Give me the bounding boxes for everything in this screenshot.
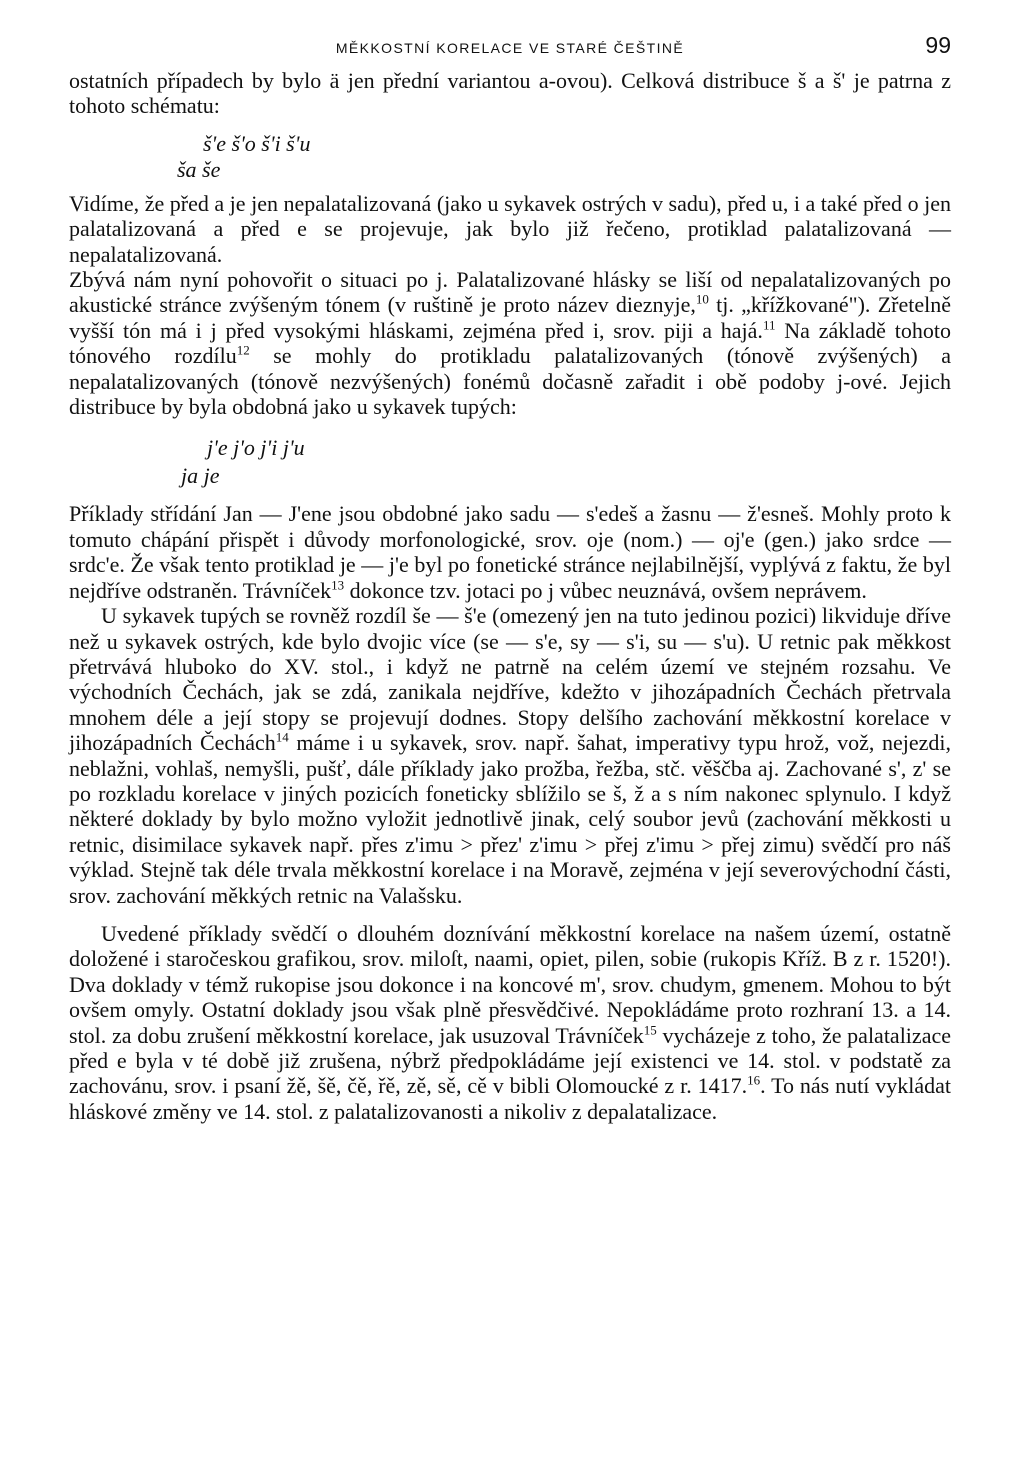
paragraph-3 — [69, 267, 951, 419]
scheme-row-nonpalatalized: ja je — [181, 463, 220, 489]
paragraph-3-text-b: tj. „křížkované"). Zřetelně vyšší tón má i j před vysokými hláskami, zejména před i, srov. piji a hajá. — [69, 292, 951, 343]
footnote-ref-11: 11 — [762, 317, 776, 333]
page-number: 99 — [925, 32, 951, 58]
page-header — [69, 28, 951, 68]
scheme-row-palatalized: š'e š'o š'i š'u — [203, 130, 311, 156]
paragraph-5-text-b: máme i u sykavek, srov. např. šahat, imperativy typu hrož, vož, nejezdi, neblažni, vohlaš, nemyšli, pušť, dále příklady jako prožba, řežba, stč. věščba aj. Zachované s', z' se po rozkladu korelace v jiných pozicích foneticky sblížilo se š, ž a s ním nakonec splynulo. I když některé doklady by bylo možno vyložit jednotlivě jinak, celý soubor jevů (zachování měkkosti u retnic, disimilace sykavek např. přes z'imu > přez' z'imu > přej z'imu > přej zimu) svědčí pro náš výklad. Stejně tak déle trvala měkkostní korelace i na Moravě, zejména v její severovýchodní části, srov. zachování měkkých retnic na Valašsku. — [69, 730, 951, 908]
scheme-row-nonpalatalized: ša še — [177, 156, 221, 182]
footnote-ref-15: 15 — [643, 1022, 657, 1038]
paragraph-2-text: Vidíme, že před a je jen nepalatalizovaná (jako u sykavek ostrých v sadu), před u, i a také před o jen palatalizovaná a před e se projevuje, jak bylo již řečeno, protiklad palatalizovaná — nepalatalizovaná. — [69, 190, 951, 267]
footnote-ref-16: 16 — [747, 1073, 761, 1089]
paragraph-2 — [69, 191, 951, 267]
paragraph-3-text-c: Na základě tohoto tónového rozdílu — [69, 317, 951, 369]
paragraph-6-text-b: vycházeje z toho, že palatalizace před e byla v té době již zrušena, nýbrž předpokládáme její existenci ve 14. stol. v podstatě za zachovánu, srov. i psaní žě, šě, čě, řě, zě, sě, cě v bibli Olomoucké z r. 1417. — [69, 1022, 951, 1099]
paragraph-3-text-a: Zbývá nám nyní pohovořit o situaci po j. Palatalizované hlásky se liší od nepalatalizovaných po akustické stránce zvýšeným tónem (v ruštině je proto název dieznyje, — [69, 267, 951, 318]
paragraph-3-text-d: se mohly do protikladu palatalizovaných (tónově zvýšených) a nepalatalizovaných (tónově nezvýšených) fonémů dočasně zařadit i obě podoby j-ové. Jejich distribuce by byla obdobná jako u sykavek tupých: — [69, 343, 951, 420]
scheme-s-sibilant — [69, 119, 951, 191]
page — [69, 28, 951, 1124]
footnote-ref-10: 10 — [695, 292, 709, 308]
paragraph-6 — [69, 921, 951, 1124]
paragraph-4 — [69, 501, 951, 603]
footnote-ref-12: 12 — [236, 342, 250, 358]
scheme-j — [69, 419, 951, 501]
footnote-ref-14: 14 — [275, 729, 289, 745]
paragraph-1 — [69, 68, 951, 119]
footnote-ref-13: 13 — [331, 577, 345, 593]
paragraph-5-text-a: U sykavek tupých se rovněž rozdíl še — š'e (omezený jen na tuto jedinou pozici) likviduje dříve než u sykavek ostrých, kde bylo dvojic více (se — s'e, sy — s'i, su — s'u). U retnic pak měkkost přetrvává hluboko do XV. stol., i když ne patrně na celém území ve stejném rozsahu. Ve východních Čechách, jak se zdá, zanikala nejdříve, kdežto v jihozápadních Čechách přetrvala mnohem déle a její stopy se projevují dodnes. Stopy delšího zachování měkkostní korelace v jihozápadních Čechách — [69, 603, 951, 756]
paragraph-5 — [69, 603, 951, 908]
paragraph-6-text-c: . To nás nutí vykládat hláskové změny ve 14. stol. z palatalizovanosti a nikoliv z depalatalizace. — [69, 1073, 951, 1124]
paragraph-4-text-a: Příklady střídání Jan — J'ene jsou obdobné jako sadu — s'edeš a žasnu — ž'esneš. Mohly proto k tomuto chápání přispět i důvody morfonologické, srov. oje (nom.) — oj'e (gen.) jako srdce — srdc'e. Že však tento protiklad je — j'e byl po fonetické stránce nejlabilnější, vyplývá z faktu, že byl nejdříve odstraněn. Trávníček — [69, 501, 951, 603]
scheme-row-palatalized: j'e j'o j'i j'u — [207, 435, 305, 461]
paragraph-6-text-a: Uvedené příklady svědčí o dlouhém doznívání měkkostní korelace na našem území, ostatně doložené i staročeskou grafikou, srov. miloſt, naami, opiet, pilen, sobie (rukopis Kříž. B z r. 1520!). Dva doklady v témž rukopise jsou dokonce i na koncové m', srov. chudym, gmenem. Mohou to být ovšem omyly. Ostatní doklady jsou však plně přesvědčivé. Nepokládáme proto rozhraní 13. a 14. stol. za dobu zrušení měkkostní korelace, jak usuzoval Trávníček — [69, 920, 951, 1048]
running-title: MĚKKOSTNÍ KORELACE VE STARÉ ČEŠTINĚ — [335, 40, 685, 56]
paragraph-1-text: ostatních případech by bylo ä jen přední variantou a-ovou). Celková distribuce š a š' je patrna z tohoto schématu: — [69, 68, 951, 119]
paragraph-4-text-b: dokonce tzv. jotaci po j vůbec neuznává, ovšem neprávem. — [344, 577, 867, 603]
